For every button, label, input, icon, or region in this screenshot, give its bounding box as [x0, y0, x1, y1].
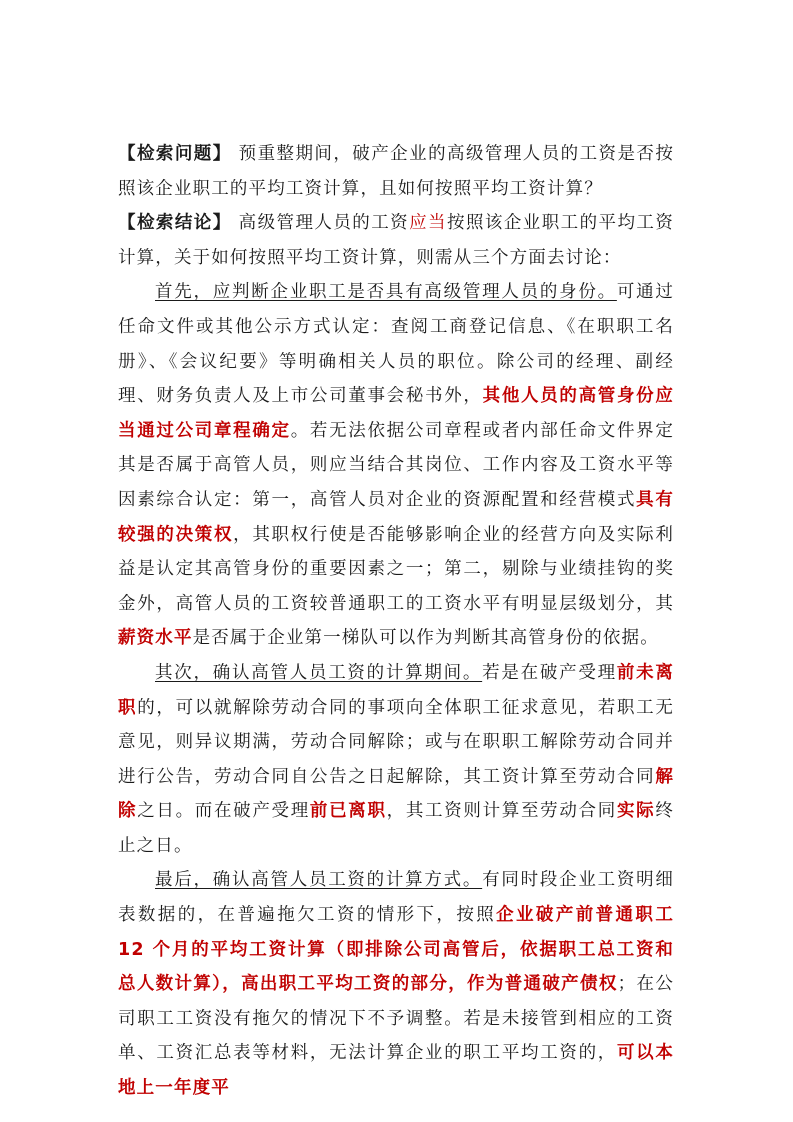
conclusion-highlight: 应当 [409, 213, 447, 234]
method-lead: 最后，确认高管人员工资的计算方式。 [155, 870, 483, 891]
question-paragraph [118, 137, 674, 206]
identity-text-1: 可通过任命文件或其他公示方式认定：查阅工商登记信息、《在职职工名册》、《会议纪要》等明确相关人员的职位。除公司的经理、副经理、财务负责人及上市公司董事会秘书外， [118, 282, 674, 407]
question-text: 预重整期间，破产企业的高级管理人员的工资是否按照该企业职工的平均工资计算，且如何按照平均工资计算？ [118, 144, 674, 199]
period-emphasis-1: 前未离职 [118, 662, 674, 718]
identity-emphasis-3: 薪资水平 [118, 628, 193, 649]
method-text-1: 有同时段企业工资明细表数据的，在普遍拖欠工资的情形下，按照 [118, 870, 674, 926]
method-emphasis-1: 企业破产前普通职工 12 个月的平均工资计算（即排除公司高管后，依据职工总工资和总人数计算），高出职工平均工资的部分，作为普通破产债权 [118, 905, 674, 995]
period-emphasis-4: 实际 [616, 801, 656, 822]
period-text-3: 之日。而在破产受理 [137, 801, 310, 822]
method-text-2: ；在公司职工工资没有拖欠的情况下不予调整。若是未接管到相应的工资单、工资汇总表等材料，无法计算企业的职工平均工资的， [118, 974, 674, 1064]
period-lead: 其次，确认高管人员工资的计算期间。 [155, 662, 483, 683]
method-paragraph [118, 863, 674, 1105]
identity-emphasis-2: 具有较强的决策权 [118, 489, 674, 545]
conclusion-paragraph [118, 206, 674, 275]
identity-text-4: 是否属于企业第一梯队可以作为判断其高管身份的依据。 [192, 628, 659, 649]
identity-paragraph [118, 275, 674, 656]
period-text-2: 的，可以就解除劳动合同的事项向全体职工征求意见，若职工无意见，则异议期满，劳动合同解除；或与在职职工解除劳动合同并进行公告，劳动合同自公告之日起解除，其工资计算至劳动合同 [118, 697, 675, 787]
period-text-1: 若是在破产受理 [482, 662, 617, 683]
identity-emphasis-1: 其他人员的高管身份应当通过公司章程确定 [118, 386, 674, 441]
period-text-4: ，其工资则计算至劳动合同 [386, 801, 617, 822]
period-paragraph [118, 656, 674, 864]
conclusion-label: 【检索结论】 [118, 213, 232, 234]
period-emphasis-3: 前已离职 [309, 801, 387, 822]
conclusion-text-2: 按照该企业职工的平均工资计算，关于如何按照平均工资计算，则需从三个方面去讨论： [118, 213, 674, 268]
question-label: 【检索问题】 [118, 144, 232, 164]
period-text-5: 终止之日。 [118, 801, 674, 856]
identity-text-2: 。若无法依据公司章程或者内部任命文件界定其是否属于高管人员，则应当结合其岗位、工作内容及工资水平等因素综合认定：第一，高管人员对企业的资源配置和经营模式 [118, 420, 674, 510]
period-emphasis-2: 解除 [118, 766, 674, 822]
method-emphasis-2: 可以本地上一年度平 [118, 1043, 675, 1099]
conclusion-text-1: 高级管理人员的工资 [231, 213, 410, 234]
document-body [118, 137, 674, 1106]
identity-lead: 首先，应判断企业职工是否具有高级管理人员的身份。 [155, 282, 617, 303]
identity-text-3: ，其职权行使是否能够影响企业的经营方向及实际利益是认定其高管身份的重要因素之一；第二，剔除与业绩挂钩的奖金外，高管人员的工资较普通职工的工资水平有明显层级划分，其 [118, 524, 675, 614]
